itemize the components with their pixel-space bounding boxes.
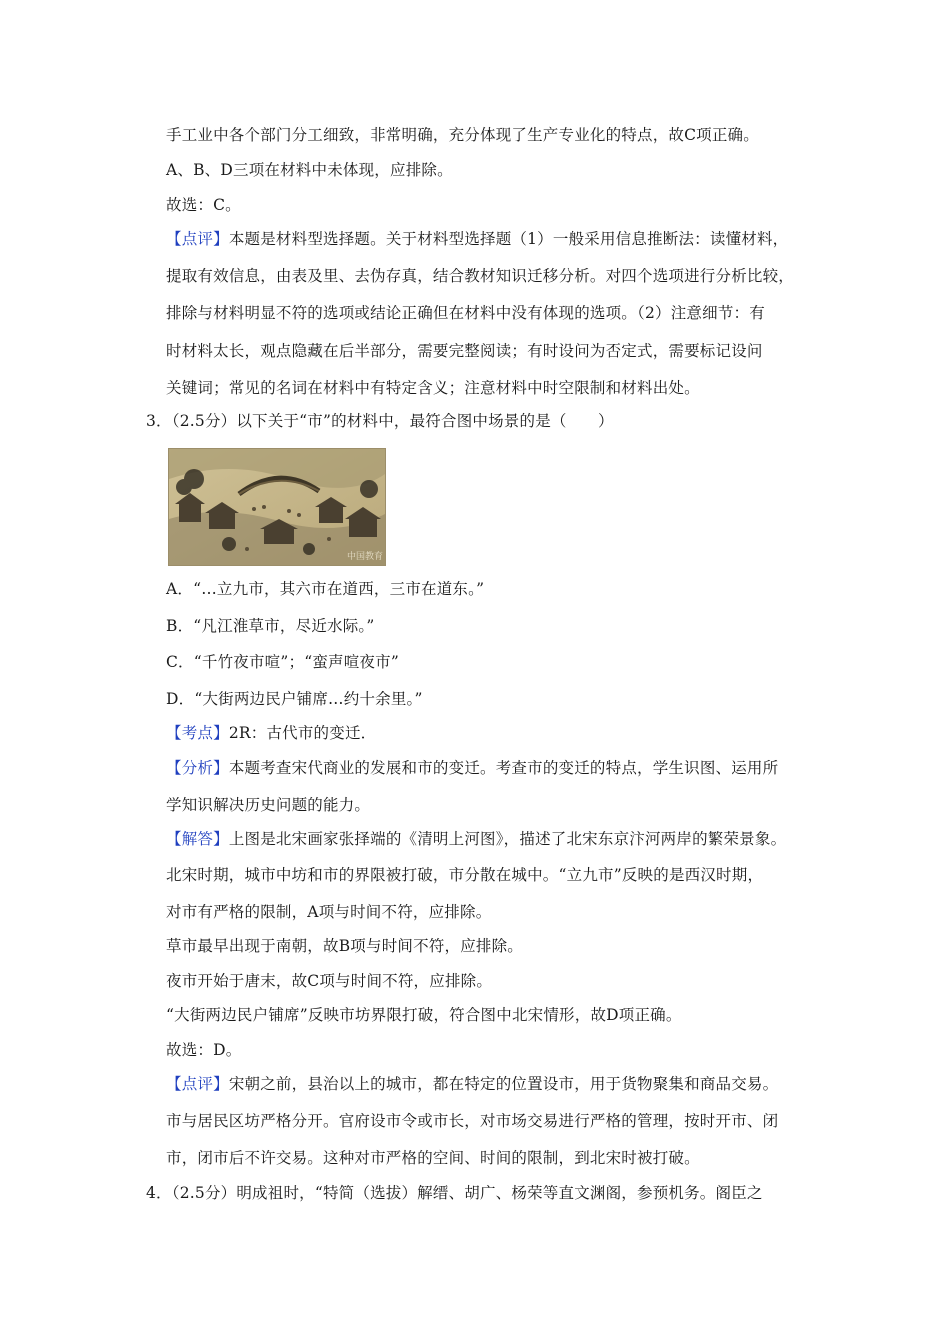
comment-text: 本题是材料型选择题。关于材料型选择题（1）一般采用信息推断法：读懂材料， (228, 230, 789, 248)
comment-paragraph (166, 228, 826, 250)
text-line: 提取有效信息，由表及里、去伪存真，结合教材知识迁移分析。对四个选项进行分析比较， (166, 267, 795, 285)
kaodian-tag: 【考点】 (166, 724, 229, 742)
kaodian-paragraph (166, 722, 826, 744)
text-line: 草市最早出现于南朝，故B项与时间不符，应排除。 (166, 937, 523, 955)
fenxi-text: 本题考查宋代商业的发展和市的变迁。考查市的变迁的特点，学生识图、运用所 (228, 759, 779, 777)
text-line: 时材料太长，观点隐藏在后半部分，需要完整阅读；有时设问为否定式，需要标记设问 (166, 342, 763, 360)
jieda-paragraph (166, 828, 826, 850)
option-b: B．“凡江淮草市，尽近水际。” (166, 617, 375, 635)
text-line: 市与居民区坊严格分开。官府设市令或市长，对市场交易进行严格的管理，按时开市、闭 (166, 1112, 779, 1130)
question-3-stem: 3．（2.5分）以下关于“市”的材料中，最符合图中场景的是（ ） (146, 412, 614, 430)
jieda-text: 上图是北宋画家张择端的《清明上河图》，描述了北宋东京汴河两岸的繁荣景象。 (228, 830, 787, 848)
qingming-painting-image (168, 448, 386, 566)
option-a: A．“…立九市，其六市在道西，三市在道东。” (166, 580, 485, 598)
text-line: A、B、D三项在材料中未体现，应排除。 (166, 161, 453, 179)
fenxi-paragraph (166, 757, 826, 779)
text-line: 关键词；常见的名词在材料中有特定含义；注意材料中时空限制和材料出处。 (166, 379, 700, 397)
watermark-text: 中国教育 (347, 552, 384, 562)
text-line: 排除与材料明显不符的选项或结论正确但在材料中没有体现的选项。（2）注意细节：有 (166, 304, 765, 322)
text-line: 故选：C。 (166, 196, 241, 214)
text-line: 对市有严格的限制，A项与时间不符，应排除。 (166, 903, 492, 921)
option-d: D．“大街两边民户铺席…约十余里。” (166, 690, 423, 708)
text-line: 故选：D。 (166, 1041, 242, 1059)
dianping-tag: 【点评】 (166, 1075, 229, 1093)
text-line: “大街两边民户铺席”反映市坊界限打破，符合图中北宋情形，故D项正确。 (166, 1006, 682, 1024)
painting-illustration (169, 449, 385, 565)
fenxi-tag: 【分析】 (166, 759, 229, 777)
text-line: 夜市开始于唐末，故C项与时间不符，应排除。 (166, 972, 493, 990)
text-line: 北宋时期，城市中坊和市的界限被打破，市分散在城中。“立九市”反映的是西汉时期， (166, 866, 764, 884)
text-line: 市，闭市后不许交易。这种对市严格的空间、时间的限制，到北宋时被打破。 (166, 1149, 700, 1167)
comment-tag: 【点评】 (166, 230, 229, 248)
jieda-tag: 【解答】 (166, 830, 229, 848)
text-line: 学知识解决历史问题的能力。 (166, 796, 371, 814)
dianping-paragraph (166, 1073, 826, 1095)
kaodian-text: 2R：古代市的变迁． (228, 724, 377, 742)
dianping-text: 宋朝之前，县治以上的城市，都在特定的位置设市，用于货物聚集和商品交易。 (228, 1075, 779, 1093)
question-4-stem: 4．（2.5分）明成祖时，“特简（选拔）解缙、胡广、杨荣等直文渊阁，参预机务。阁臣之 (146, 1184, 763, 1202)
option-c: C．“千竹夜市喧”；“蛮声喧夜市” (166, 653, 399, 671)
text-line: 手工业中各个部门分工细致，非常明确，充分体现了生产专业化的特点，故C项正确。 (166, 126, 759, 144)
